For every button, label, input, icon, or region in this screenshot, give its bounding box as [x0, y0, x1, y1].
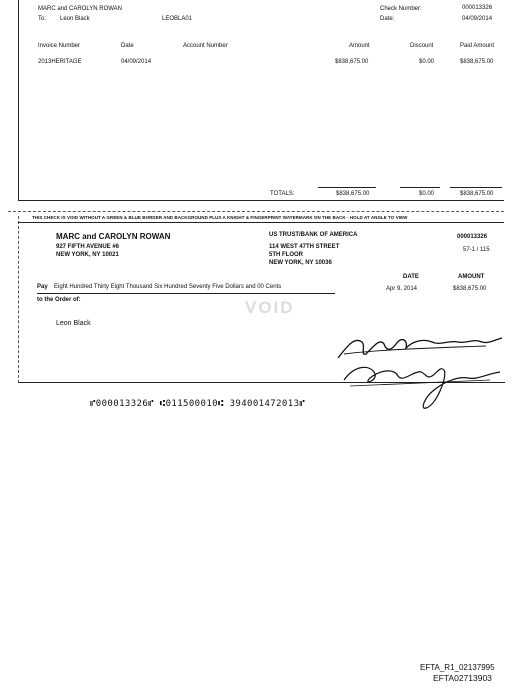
- stub-date-label: Date:: [380, 16, 395, 22]
- stub-payee-code: LEOBLA01: [162, 16, 193, 22]
- row-discount: $0.00: [419, 59, 435, 65]
- check-payee: Leon Black: [56, 320, 91, 327]
- security-banner: THIS CHECK IS VOID WITHOUT A GREEN & BLUE BORDER AND BACKGROUND PLUS A KNIGHT & FINGERPRINT WATERMARK ON THE BACK - HOLD AT ANGLE TO VIEW: [32, 215, 408, 220]
- check-date-label: DATE: [403, 274, 419, 280]
- check-amount-value: $838,675.00: [453, 286, 487, 292]
- totals-label: TOTALS:: [270, 191, 295, 197]
- check-amount-label: AMOUNT: [458, 274, 485, 280]
- pay-label: Pay: [37, 284, 48, 290]
- row-amount: $838,675.00: [335, 59, 369, 65]
- micr-line: ⑈000013326⑈ ⑆011500010⑆ 394001472013⑈: [90, 399, 306, 409]
- stub-to-label: To:: [38, 16, 47, 22]
- check-payer-name: MARC and CAROLYN ROWAN: [56, 232, 171, 241]
- col-discount: Discount: [410, 43, 434, 49]
- row-invoice-number: 2013HERITAGE: [38, 59, 82, 65]
- col-amount: Amount: [349, 43, 370, 49]
- banner-rule: [18, 222, 504, 223]
- check-bank-address3: NEW YORK, NY 10036: [269, 260, 332, 266]
- stub-payee: Leon Black: [60, 16, 90, 22]
- row-paid-amount: $838,675.00: [460, 59, 494, 65]
- stub-payer: MARC and CAROLYN ROWAN: [38, 6, 123, 12]
- check-bank-address2: 5TH FLOOR: [269, 252, 303, 258]
- check-bank-name: US TRUST/BANK OF AMERICA: [269, 232, 358, 238]
- stub-check-number: 000013326: [462, 5, 493, 11]
- signature-bottom: [340, 360, 505, 412]
- col-date: Date: [121, 43, 134, 49]
- stub-left-border: [18, 0, 19, 200]
- stub-bottom-border: [18, 200, 504, 201]
- void-watermark: VOID: [245, 298, 295, 317]
- amount-in-words: Eight Hundred Thirty Eight Thousand Six Hundred Seventy Five Dollars and 00 Cents: [54, 284, 282, 290]
- check-date-value: Apr 9, 2014: [386, 286, 418, 292]
- check-number: 000013326: [457, 234, 488, 240]
- signature-top: [336, 328, 506, 362]
- stub-check-number-label: Check Number:: [380, 6, 422, 12]
- stub-date: 04/09/2014: [462, 16, 493, 22]
- col-invoice-number: Invoice Number: [38, 43, 81, 49]
- check-bank-address1: 114 WEST 47TH STREET: [269, 244, 340, 250]
- col-account-number: Account Number: [183, 43, 228, 49]
- footer-ref-2: EFTA02713903: [433, 673, 492, 683]
- amount-words-rule: [37, 293, 335, 294]
- footer-ref-1: EFTA_R1_02137995: [420, 663, 495, 672]
- totals-paid: $838,675.00: [460, 191, 494, 197]
- totals-rule-discount: [400, 187, 440, 188]
- totals-rule-paid: [450, 187, 502, 188]
- totals-amount: $838,675.00: [336, 191, 370, 197]
- perforation-line: [8, 211, 504, 212]
- order-label: to the Order of:: [37, 297, 81, 303]
- col-paid-amount: Paid Amount: [460, 43, 495, 49]
- totals-discount: $0.00: [419, 191, 435, 197]
- check-payer-address2: NEW YORK, NY 10021: [56, 252, 119, 258]
- row-date: 04/09/2014: [121, 59, 152, 65]
- check-payer-address1: 927 FIFTH AVENUE #6: [56, 244, 120, 250]
- totals-rule-amount: [318, 187, 376, 188]
- routing-fraction: 57-1 / 115: [463, 247, 490, 253]
